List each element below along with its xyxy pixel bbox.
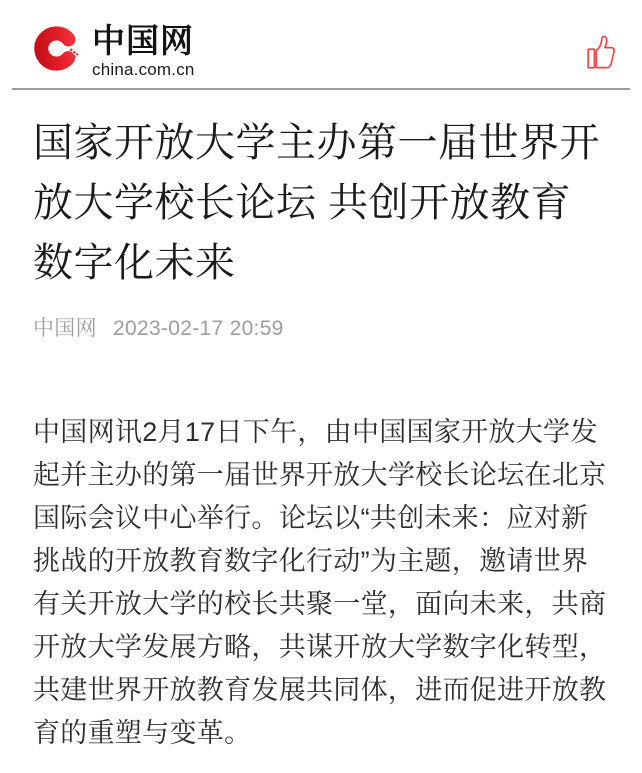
thumbs-up-icon — [586, 60, 616, 75]
site-header — [0, 0, 642, 80]
site-logo[interactable] — [34, 22, 195, 78]
byline-date: 2023-02-17 20:59 — [113, 317, 284, 340]
china-net-logo-icon — [34, 22, 84, 75]
like-button[interactable] — [586, 32, 616, 72]
brand-name: 中国网 — [92, 22, 194, 59]
article-byline — [33, 315, 610, 343]
brand-domain: china.com.cn — [92, 60, 195, 79]
header-divider — [12, 88, 630, 90]
article — [0, 113, 642, 755]
byline-source: 中国网 — [33, 317, 97, 340]
site-logo-text — [92, 22, 195, 78]
article-body: 中国网讯2月17日下午，由中国国家开放大学发起并主办的第一届世界开放大学校长论坛在北京国际会议中心举行。论坛以“共创未来：应对新挑战的开放教育数字化行动”为主题，邀请世界有关开放大学的校长共聚一堂，面向未来，共商开放大学发展方略，共谋开放大学数字化转型，共建世界开放教育发展共同体，进而促进开放教育的重塑与变革。 — [33, 417, 607, 748]
article-title: 国家开放大学主办第一届世界开放大学校长论坛 共创开放教育数字化未来 — [33, 121, 600, 285]
